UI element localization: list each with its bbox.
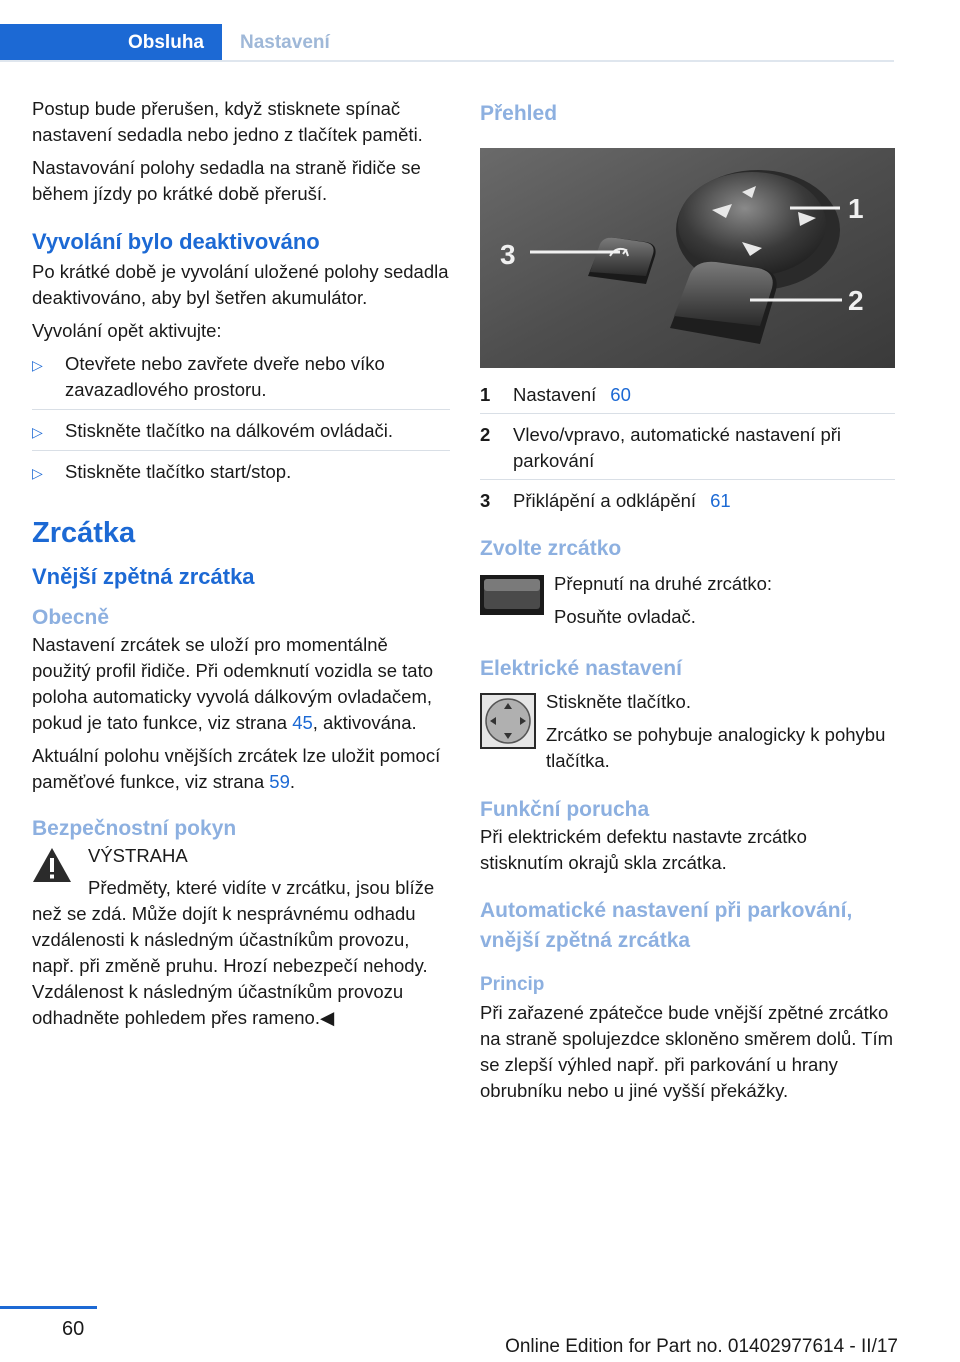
warning-triangle-icon (32, 847, 72, 883)
paragraph: Postup bude přerušen, když stisknete spínač nastavení sedadla nebo jedno z tlačítek paměti. (32, 98, 423, 145)
list-item: 2 Vlevo/vpravo, automatické nastavení při parkování (480, 420, 895, 480)
bullet-triangle-icon: ▷ (32, 465, 43, 481)
heading-overview: Přehled (480, 102, 558, 125)
paragraph: Vyvolání opět aktivujte: (32, 320, 222, 341)
page-link-59[interactable]: 59 (269, 771, 290, 792)
list-item: ▷ Stiskněte tlačítko na dálkovém ovládači. (32, 418, 450, 451)
footer-divider (0, 1306, 97, 1309)
paragraph: Nastavení zrcátek se uloží pro momentálně použitý profil řidiče. Při odemknutí vozidla se tato poloha automaticky vyvolá dálkovým ovladačem, pokud je tato funkce, viz strana 45, aktivována. (32, 634, 434, 733)
list-item: 3 Přiklápění a odklápění 61 (480, 490, 731, 511)
bullet-triangle-icon: ▷ (32, 424, 43, 440)
heading-select-mirror: Zvolte zrcátko (480, 537, 622, 560)
list-item: 1 Nastavení 60 (480, 380, 895, 414)
heading-auto-parking: Automatické nastavení při parkování, vnější zpětná zrcátka (480, 899, 853, 952)
page-link-45[interactable]: 45 (292, 712, 313, 733)
heading-recall-deactivated: Vyvolání bylo deaktivováno (32, 229, 320, 254)
header-tabs (0, 24, 894, 62)
heading-safety: Bezpečnostní pokyn (32, 817, 237, 840)
heading-malfunction: Funkční porucha (480, 798, 650, 821)
tab-obsluha[interactable]: Obsluha (0, 24, 222, 61)
paragraph: Při zařazené zpátečce bude vnější zpětné zrcátko na straně spolujezdce skloněno směrem dolů. Tím se zlepší výhled např. při parkování u hrany obrubníku nebo u jiné vyšší překážky. (480, 1002, 894, 1101)
paragraph: Zrcátko se pohybuje analogicky k pohybu tlačítka. (546, 724, 886, 771)
select-mirror-block (480, 571, 895, 637)
callout-3: 3 (500, 239, 516, 270)
left-column (32, 96, 450, 1038)
mirror-adjust-icon (480, 693, 536, 749)
callout-2: 2 (848, 285, 864, 316)
heading-outer-mirrors: Vnější zpětná zrcátka (32, 564, 255, 589)
bullet-list (32, 351, 450, 491)
tab-nastaveni[interactable]: Nastavení (240, 31, 330, 53)
electric-adjust-block (480, 689, 895, 774)
paragraph: Přepnutí na druhé zrcátko: (554, 573, 773, 594)
heading-electric-adjust: Elektrické nastavení (480, 657, 682, 680)
legend-list (480, 380, 895, 519)
mirror-controls-image (480, 148, 895, 368)
heading-principle: Princip (480, 974, 545, 995)
page-link-61[interactable]: 61 (710, 490, 731, 511)
paragraph: Při elektrickém defektu nastavte zrcátko stisknutím okrajů skla zrcátka. (480, 826, 807, 873)
paragraph: Aktuální polohu vnějších zrcátek lze uložit pomocí paměťové funkce, viz strana 59. (32, 745, 441, 792)
right-column (480, 96, 895, 1111)
mirror-switch-icon (480, 575, 544, 615)
paragraph: Nastavování polohy sedadla na straně řidiče se během jízdy po krátké době přeruší. (32, 157, 421, 204)
warning-title: VÝSTRAHA (88, 845, 188, 866)
heading-general: Obecně (32, 606, 110, 629)
list-item: ▷ Stiskněte tlačítko start/stop. (32, 459, 450, 491)
list-item: ▷ Otevřete nebo zavřete dveře nebo víko zavazadlového prostoru. (32, 351, 450, 410)
paragraph: Po krátké době je vyvolání uložené polohy sedadla deaktivováno, aby byl šetřen akumulátor. (32, 261, 449, 308)
warning-block (32, 843, 450, 1031)
header-divider (0, 60, 894, 62)
bullet-triangle-icon: ▷ (32, 357, 43, 373)
paragraph: Stiskněte tlačítko. (546, 691, 691, 712)
paragraph: Posuňte ovladač. (554, 606, 696, 627)
page-number: 60 (62, 1318, 85, 1340)
warning-text: Předměty, které vidíte v zrcátku, jsou blíže než se zdá. Může dojít k nesprávnému odhadu vzdálenosti k následným účastníkům provozu, např. při změně pruhu. Hrozí nebezpečí nehody. Vzdálenost k následným účastníkům provozu odhadněte pohledem přes rameno.◀ (32, 877, 435, 1028)
edition-note: Online Edition for Part no. 01402977614 - II/17 (505, 1336, 898, 1357)
callout-1: 1 (848, 193, 864, 224)
heading-mirrors: Zrcátka (32, 517, 136, 549)
page-link-60[interactable]: 60 (610, 384, 631, 405)
mirror-controls-photo (480, 148, 895, 368)
